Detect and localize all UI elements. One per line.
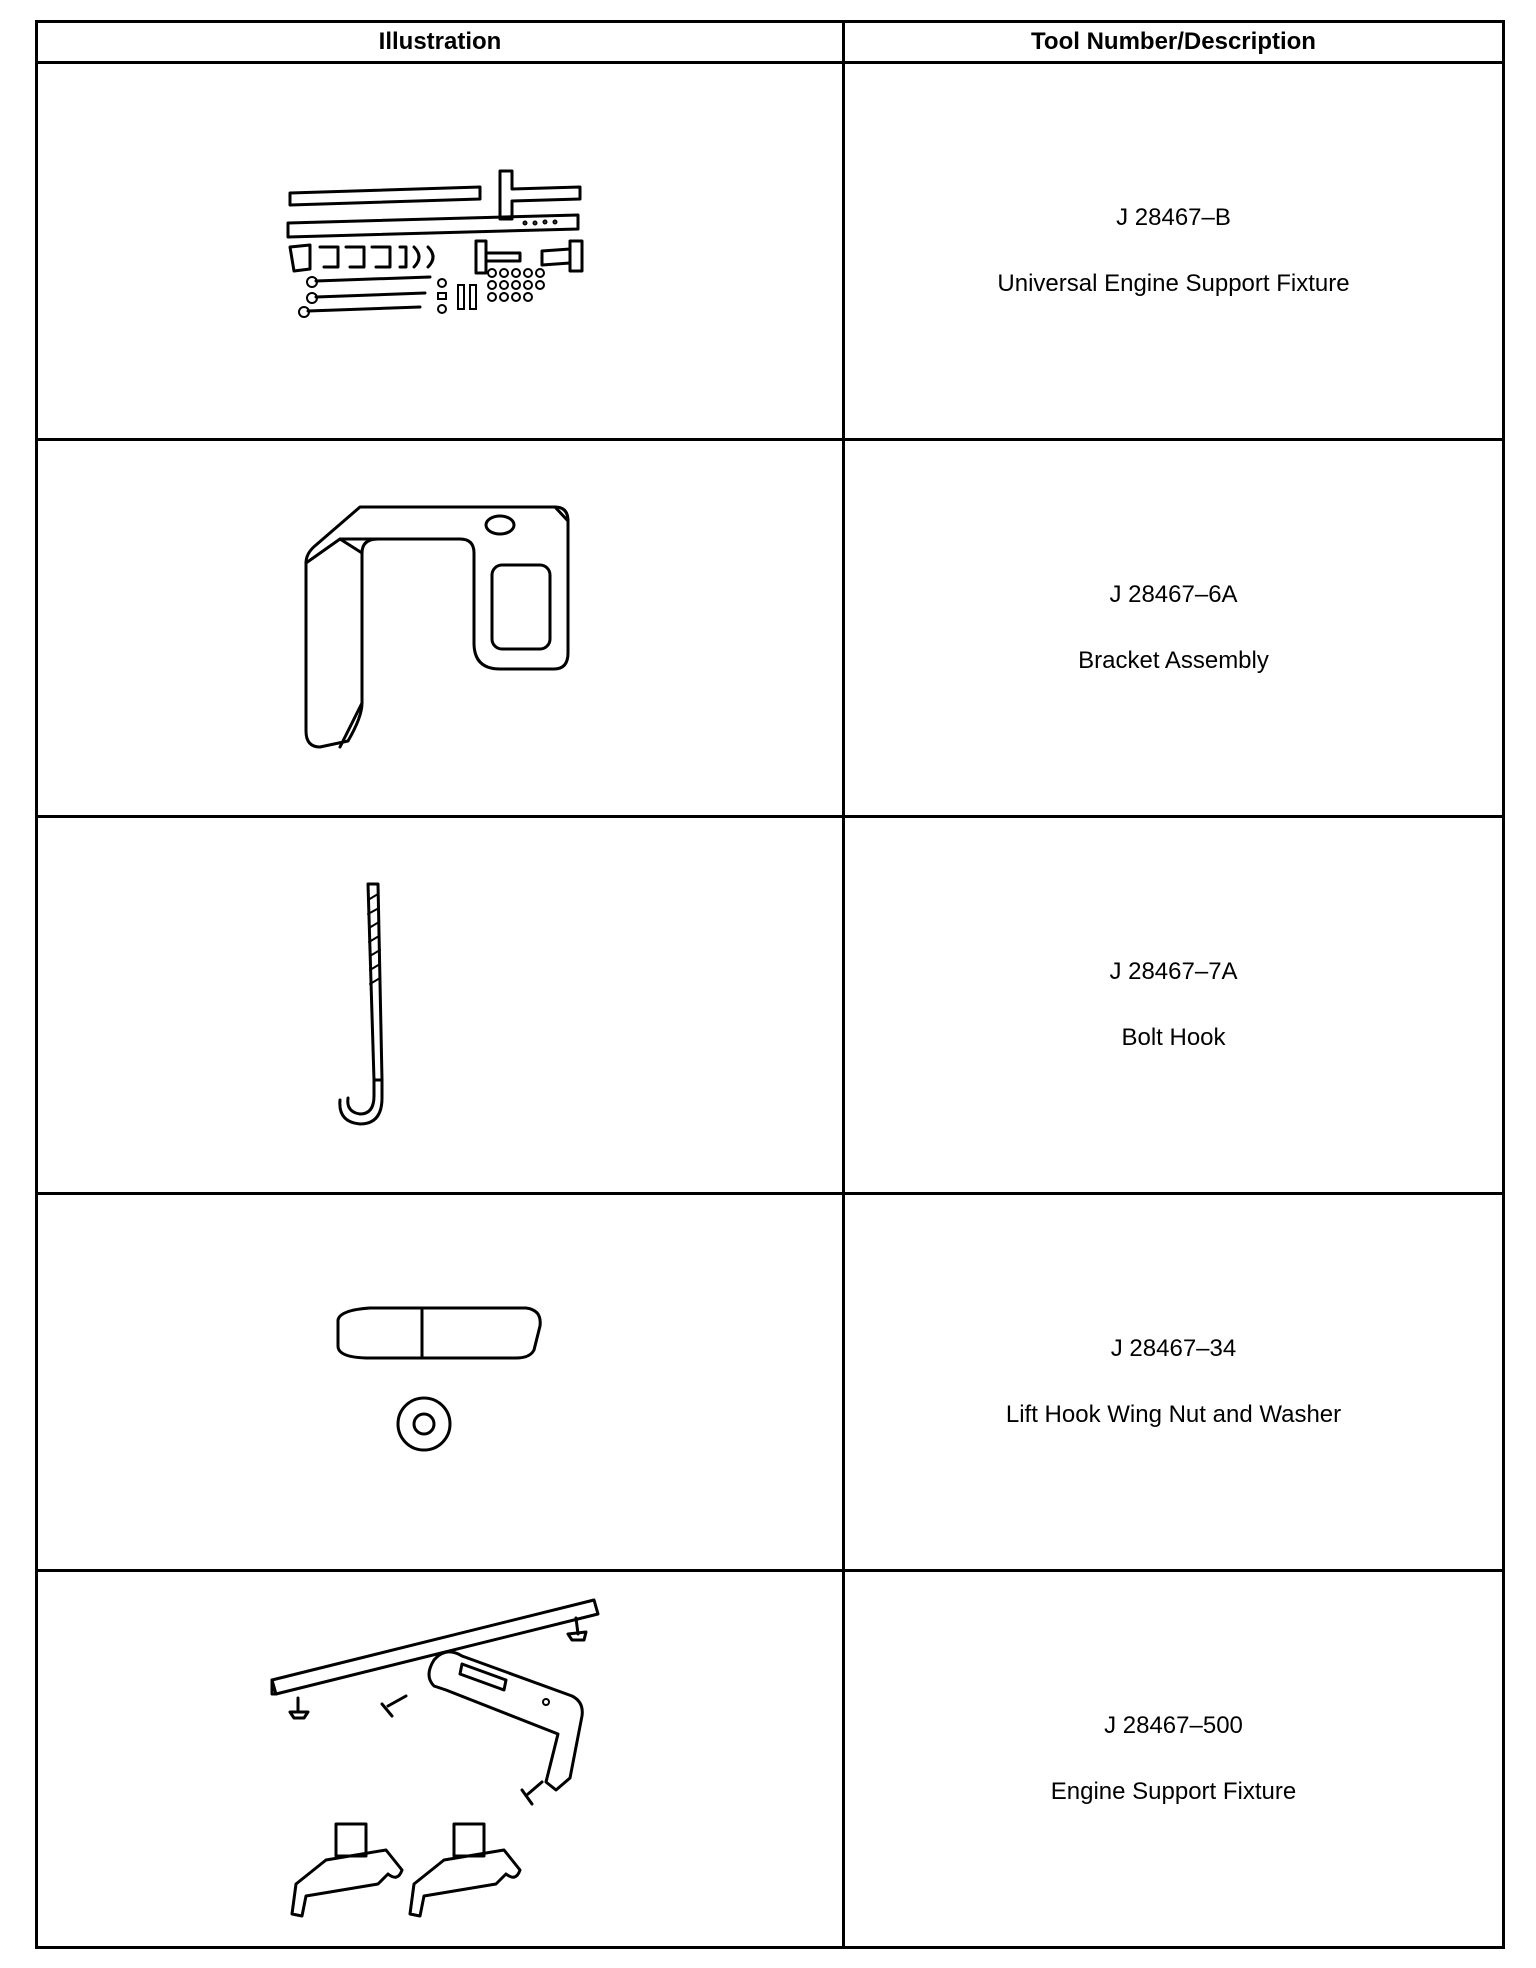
wing-nut-washer-icon bbox=[330, 1302, 550, 1462]
tool-number: J 28467–6A bbox=[1109, 581, 1238, 608]
header-tool-description: Tool Number/Description bbox=[844, 22, 1504, 63]
engine-support-fixture-icon bbox=[266, 1594, 606, 1924]
tool-number: J 28467–34 bbox=[1110, 1335, 1237, 1362]
table-row bbox=[37, 817, 1504, 1194]
tool-number: J 28467–B bbox=[1116, 204, 1231, 231]
tool-description-cell bbox=[844, 817, 1504, 1194]
tool-description: Universal Engine Support Fixture bbox=[997, 270, 1350, 297]
tool-description-cell bbox=[844, 440, 1504, 817]
illustration-cell bbox=[37, 440, 844, 817]
illustration-cell bbox=[37, 63, 844, 440]
table-row bbox=[37, 63, 1504, 440]
table-row bbox=[37, 440, 1504, 817]
tool-description-cell bbox=[844, 1571, 1504, 1948]
header-row bbox=[37, 22, 1504, 63]
tool-description: Engine Support Fixture bbox=[1050, 1778, 1297, 1805]
tool-description: Bolt Hook bbox=[1121, 1024, 1226, 1051]
engine-support-kit-icon bbox=[280, 161, 600, 341]
tool-description-cell bbox=[844, 63, 1504, 440]
tool-description-cell bbox=[844, 1194, 1504, 1571]
bolt-hook-icon bbox=[338, 880, 418, 1130]
tool-number: J 28467–500 bbox=[1104, 1712, 1243, 1739]
illustration-cell bbox=[37, 1194, 844, 1571]
tool-description: Bracket Assembly bbox=[1078, 647, 1269, 674]
tool-table bbox=[35, 20, 1505, 1949]
table-row bbox=[37, 1194, 1504, 1571]
illustration-cell bbox=[37, 1571, 844, 1948]
illustration-cell bbox=[37, 817, 844, 1194]
table-row bbox=[37, 1571, 1504, 1948]
header-illustration: Illustration bbox=[37, 22, 844, 63]
tool-description: Lift Hook Wing Nut and Washer bbox=[1005, 1401, 1342, 1428]
bracket-icon bbox=[300, 503, 580, 753]
tool-number: J 28467–7A bbox=[1109, 958, 1238, 985]
